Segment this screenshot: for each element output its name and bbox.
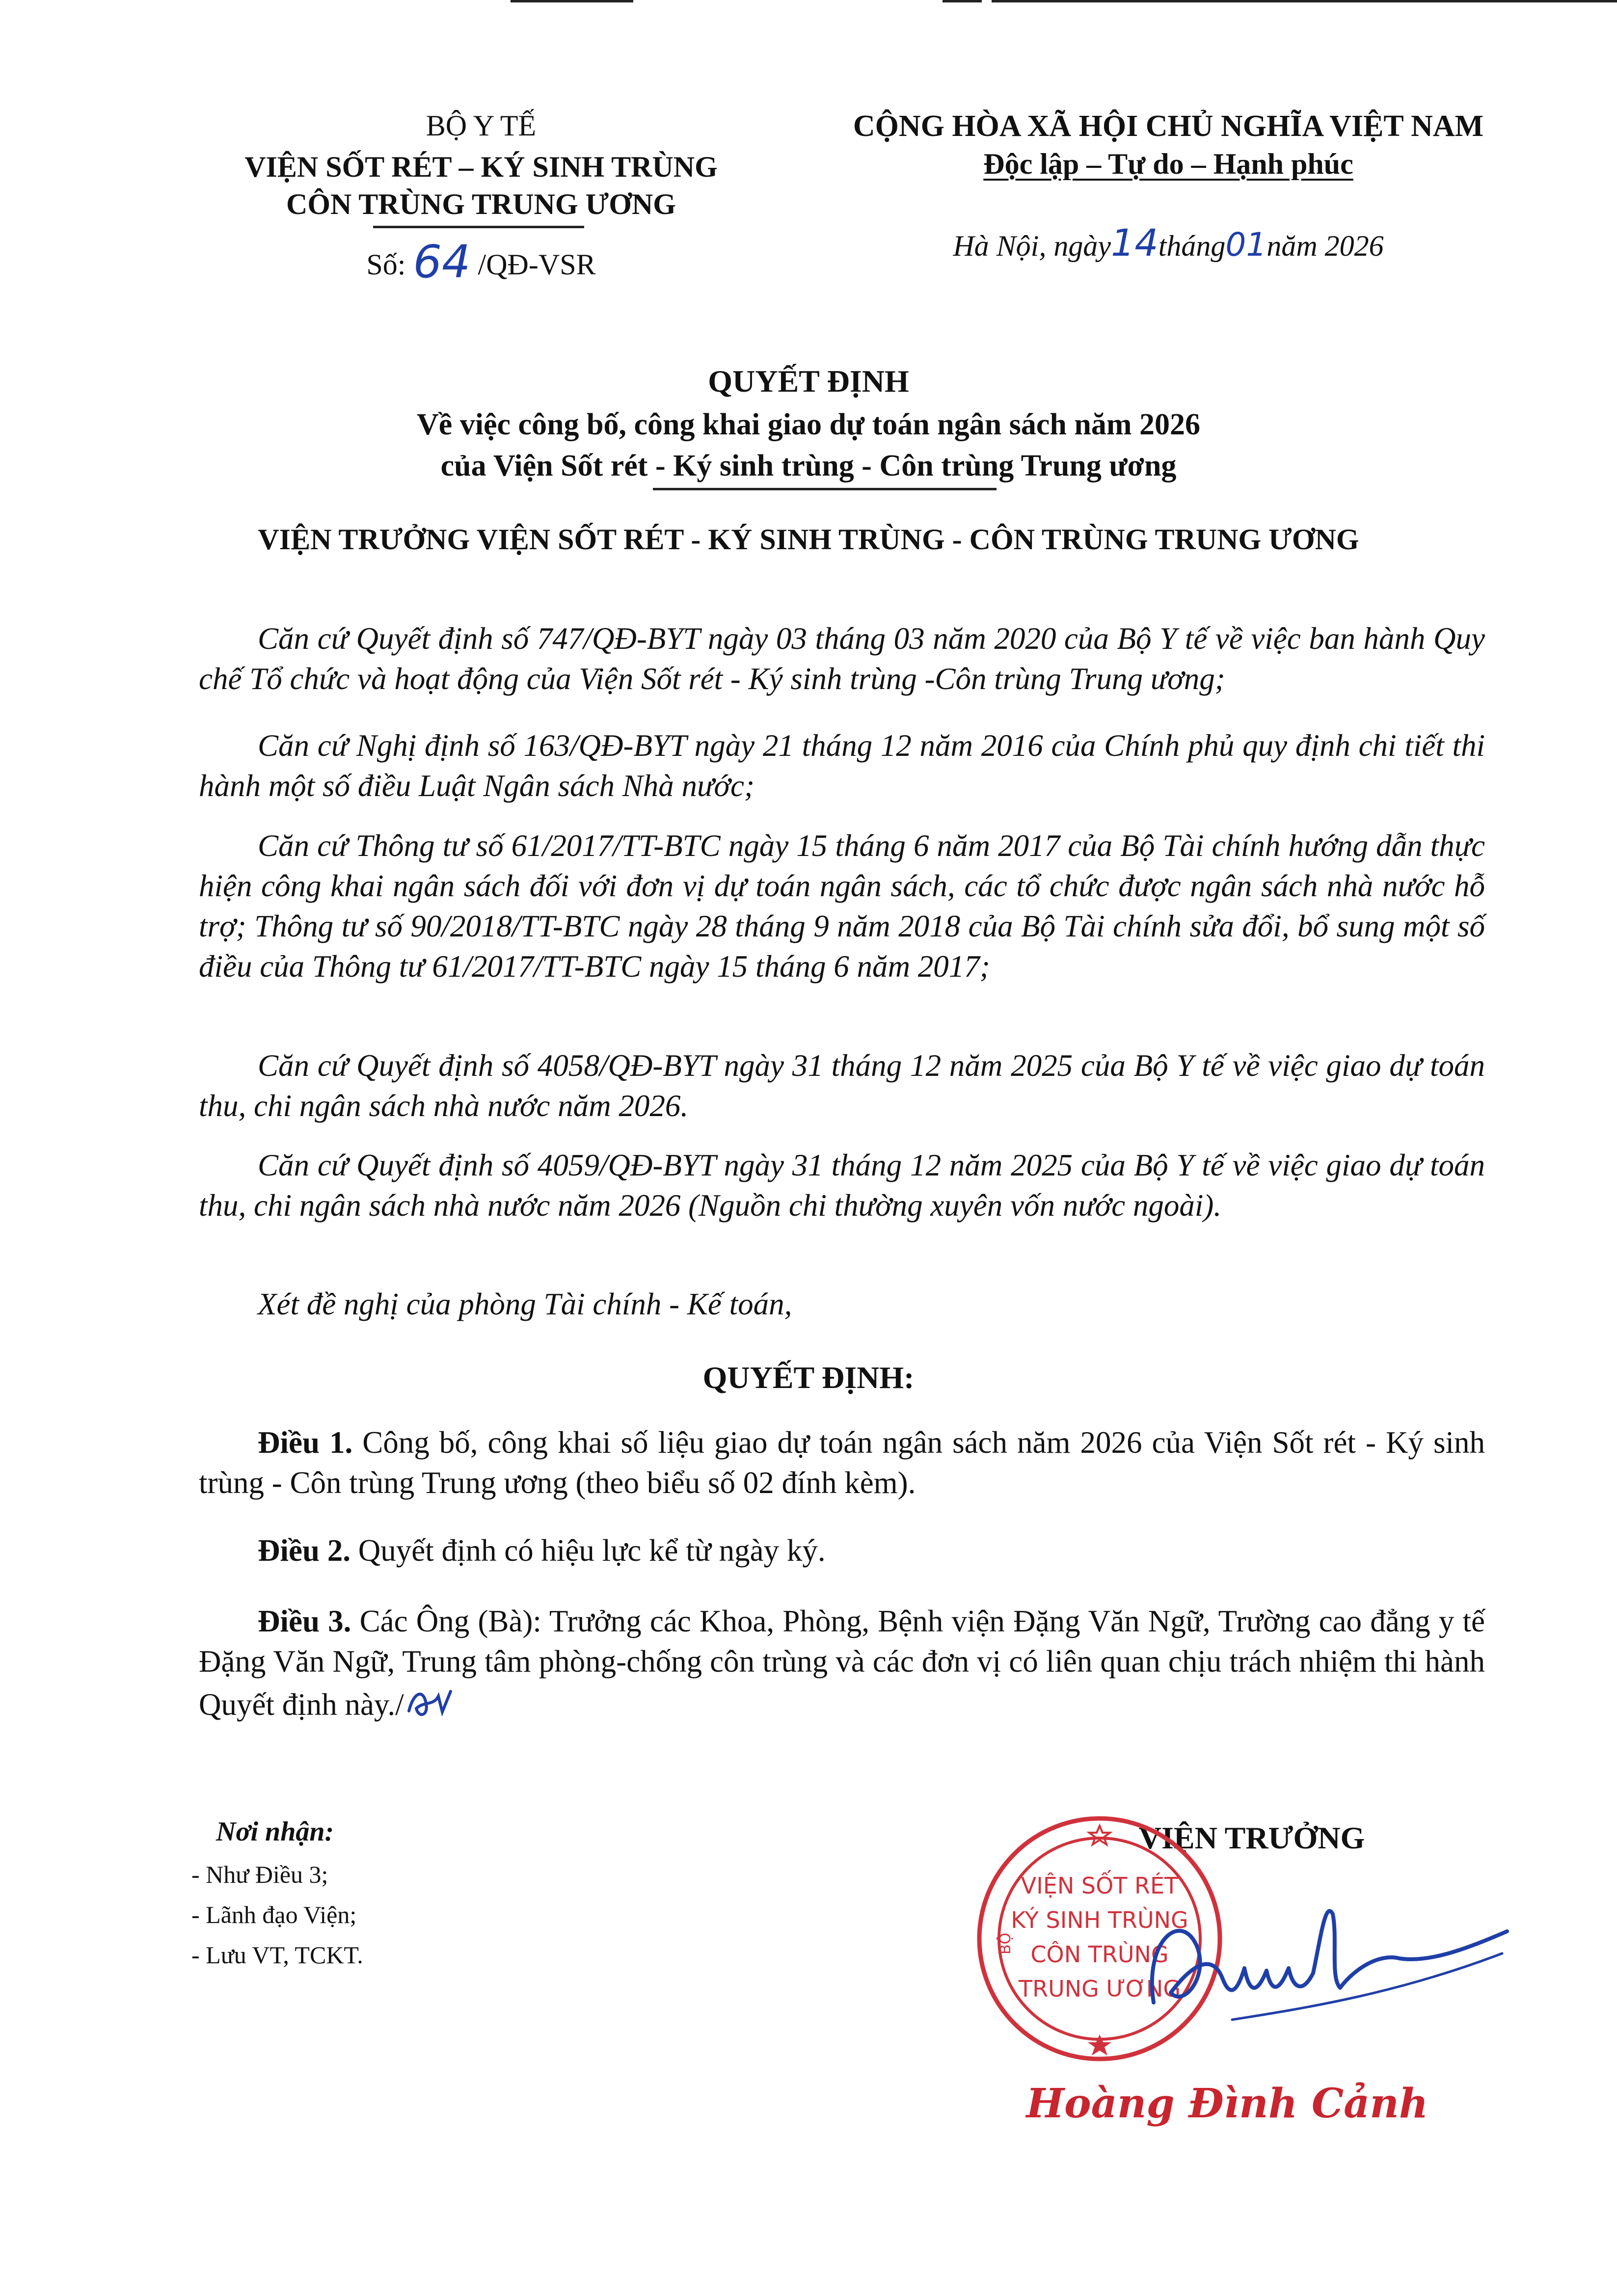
seal-line-1: VIỆN SỐT RÉT: [1021, 1872, 1179, 1899]
recipient-item: - Lưu VT, TCKT.: [191, 1941, 363, 1969]
article-label: Điều 1.: [258, 1425, 353, 1460]
institute-name-line1: VIỆN SỐT RÉT – KÝ SINH TRÙNG: [244, 151, 718, 183]
national-motto: Độc lập – Tự do – Hạnh phúc: [983, 148, 1353, 180]
ministry-name: BỘ Y TẾ: [426, 109, 537, 142]
seal-line-3: CÔN TRÙNG: [1030, 1941, 1169, 1968]
institute-name-line2: CÔN TRÙNG TRUNG ƯƠNG: [286, 188, 676, 220]
year-text: năm 2026: [1267, 230, 1384, 262]
article-text: Các Ông (Bà): Trưởng các Khoa, Phòng, Bệnh viện Đặng Văn Ngữ, Trường cao đẳng y tế Đặng Văn Ngữ, Trung tâm phòng-chống côn trùng và các đơn vị có liên quan chịu trách nhiệm thi hành Quyết định này./: [199, 1604, 1485, 1722]
recipients-heading: Nơi nhận:: [216, 1816, 334, 1847]
issuing-authority: VIỆN TRƯỞNG VIỆN SỐT RÉT - KÝ SINH TRÙNG - CÔN TRÙNG TRUNG ƯƠNG: [258, 523, 1359, 556]
document-number: [162, 236, 800, 288]
legal-basis-paragraph: Căn cứ Quyết định số 4058/QĐ-BYT ngày 31 tháng 12 năm 2025 của Bộ Y tế về việc giao dự toán thu, chi ngân sách nhà nước năm 2026.: [199, 1048, 1485, 1123]
handwritten-number: 64: [413, 236, 471, 288]
legal-basis-paragraph: Căn cứ Quyết định số 4059/QĐ-BYT ngày 31 tháng 12 năm 2025 của Bộ Y tế về việc giao dự toán thu, chi ngân sách nhà nước năm 2026 (Nguồn chi thường xuyên vốn nước ngoài).: [199, 1148, 1485, 1223]
signer-position: VIỆN TRƯỞNG: [1138, 1820, 1365, 1855]
legal-basis-paragraph: Căn cứ Thông tư số 61/2017/TT-BTC ngày 15 tháng 6 năm 2017 của Bộ Tài chính hướng dẫn thực hiện công khai ngân sách đối với đơn vị dự toán ngân sách, các tổ chức được ngân sách nhà nước hỗ trợ; Thông tư số 90/2018/TT-BTC ngày 28 tháng 9 năm 2018 của Bộ Tài chính sửa đổi, bổ sung một số điều của Thông tư 61/2017/TT-BTC ngày 15 tháng 6 năm 2017;: [199, 828, 1485, 984]
handwritten-signature-icon: [1124, 1880, 1517, 2047]
article-text: Công bố, công khai số liệu giao dự toán ngân sách năm 2026 của Viện Sốt rét - Ký sinh trùng - Côn trùng Trung ương (theo biểu số 02 đính kèm).: [199, 1425, 1485, 1500]
proposal-paragraph: Xét đề nghị của phòng Tài chính - Kế toán,: [258, 1287, 792, 1321]
decision-subject-line2: của Viện Sốt rét - Ký sinh trùng - Côn trùng Trung ương: [440, 449, 1177, 482]
place-date: [785, 221, 1551, 265]
article-label: Điều 3.: [258, 1604, 351, 1638]
signer-name: Hoàng Đình Cảnh: [1026, 2080, 1428, 2127]
decides-heading: QUYẾT ĐỊNH:: [702, 1360, 915, 1395]
scan-mark: [943, 0, 982, 2]
handwritten-day: 14: [1110, 221, 1159, 265]
seal-line-2: KÝ SINH TRÙNG: [1011, 1907, 1188, 1933]
recipient-item: - Như Điều 3;: [191, 1861, 328, 1888]
legal-basis-paragraph: Căn cứ Quyết định số 747/QĐ-BYT ngày 03 tháng 03 năm 2020 của Bộ Y tế về việc ban hành Quy chế Tổ chức và hoạt động của Viện Sốt rét - Ký sinh trùng -Côn trùng Trung ương;: [199, 621, 1485, 696]
month-label: tháng: [1158, 230, 1226, 262]
number-suffix: /QĐ-VSR: [478, 248, 596, 281]
seal-side-mark: BỘ: [997, 1932, 1014, 1955]
article-3: [199, 1601, 1485, 1725]
article-1: [199, 1422, 1485, 1503]
article-text: Quyết định có hiệu lực kể từ ngày ký.: [350, 1533, 826, 1568]
legal-basis-paragraph: Căn cứ Nghị định số 163/QĐ-BYT ngày 21 tháng 12 năm 2016 của Chính phủ quy định chi tiết thi hành một số điều Luật Ngân sách Nhà nước;: [199, 728, 1485, 803]
scan-mark: [511, 0, 633, 2]
country-name: CỘNG HÒA XÃ HỘI CHỦ NGHĨA VIỆT NAM: [853, 109, 1484, 143]
number-prefix: Số:: [366, 248, 406, 281]
handwritten-month: 01: [1225, 226, 1267, 264]
header-underline: [373, 226, 584, 228]
title-underline: [653, 488, 997, 490]
handwritten-initials-icon: [404, 1682, 463, 1721]
decision-title: QUYẾT ĐỊNH: [708, 364, 909, 399]
recipient-item: - Lãnh đạo Viện;: [191, 1901, 357, 1928]
article-label: Điều 2.: [258, 1533, 350, 1568]
date-prefix: Hà Nội, ngày: [953, 230, 1111, 262]
article-2: [199, 1530, 1485, 1571]
seal-line-4: TRUNG ƯƠNG: [1019, 1976, 1181, 2002]
scan-mark: [992, 0, 1617, 2]
decision-subject-line1: Về việc công bố, công khai giao dự toán ngân sách năm 2026: [417, 408, 1200, 441]
